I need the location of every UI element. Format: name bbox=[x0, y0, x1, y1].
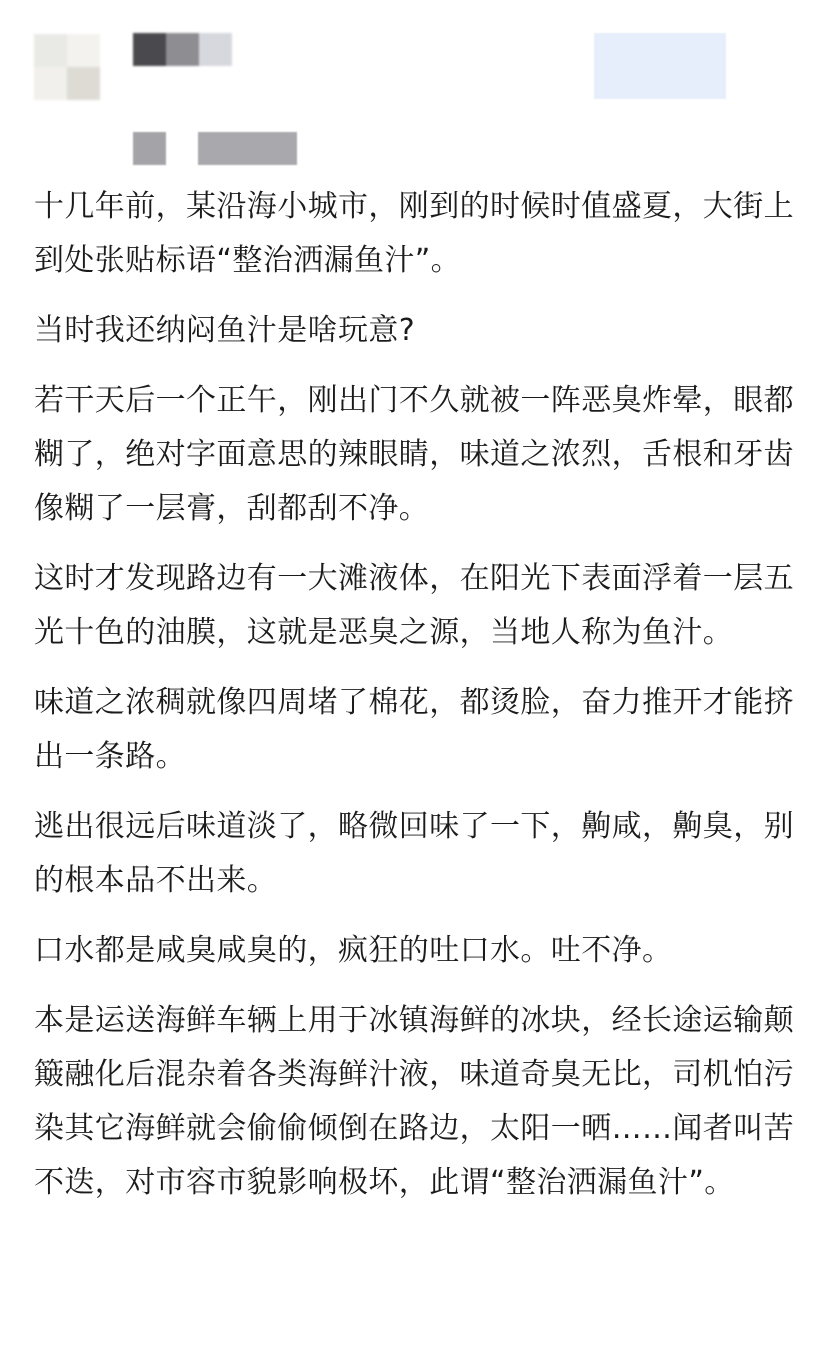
follow-button[interactable] bbox=[594, 33, 726, 99]
avatar-pixel bbox=[67, 67, 100, 100]
username-pixel bbox=[133, 33, 166, 66]
post-paragraph: 味道之浓稠就像四周堵了棉花，都烫脸，奋力推开才能挤出一条路。 bbox=[34, 685, 794, 774]
username[interactable] bbox=[133, 33, 232, 66]
username-pixel bbox=[199, 33, 232, 66]
avatar-pixel bbox=[67, 34, 100, 67]
post-paragraph: 本是运送海鲜车辆上用于冰镇海鲜的冰块，经长途运输颠簸融化后混杂着各类海鲜汁液，味道奇臭无比，司机怕污染其它海鲜就会偷偷倾倒在路边，太阳一晒……闻者叫苦不迭，对市容市貌影响极坏，此谓“整治洒漏鱼汁”。 bbox=[34, 1003, 794, 1200]
post-header bbox=[0, 0, 828, 175]
avatar-pixel bbox=[34, 67, 67, 100]
post-paragraph: 这时才发现路边有一大滩液体，在阳光下表面浮着一层五光十色的油膜，这就是恶臭之源，当地人称为鱼汁。 bbox=[34, 561, 794, 650]
avatar-pixel bbox=[34, 34, 67, 67]
avatar[interactable] bbox=[34, 34, 100, 100]
post-paragraph: 口水都是咸臭咸臭的，疯狂的吐口水。吐不净。 bbox=[34, 933, 673, 968]
post-body bbox=[34, 180, 804, 1226]
username-pixel bbox=[166, 33, 199, 66]
post-meta-icon bbox=[133, 132, 166, 165]
post-paragraph: 若干天后一个正午，刚出门不久就被一阵恶臭炸晕，眼都糊了，绝对字面意思的辣眼睛，味道之浓烈，舌根和牙齿像糊了一层膏，刮都刮不净。 bbox=[34, 383, 794, 526]
post-paragraph: 当时我还纳闷鱼汁是啥玩意? bbox=[34, 313, 416, 348]
post-meta-text bbox=[198, 132, 297, 165]
post-paragraph: 逃出很远后味道淡了，略微回味了一下，齁咸，齁臭，别的根本品不出来。 bbox=[34, 809, 794, 898]
post-paragraph: 十几年前，某沿海小城市，刚到的时候时值盛夏，大街上到处张贴标语“整治洒漏鱼汁”。 bbox=[34, 189, 794, 278]
